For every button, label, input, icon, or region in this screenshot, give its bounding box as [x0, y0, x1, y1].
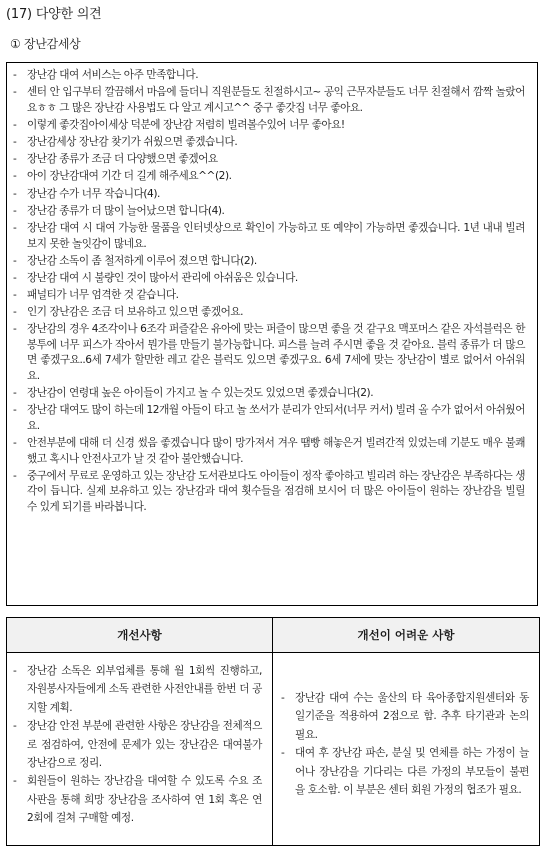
opinion-text: 장난감 대여 서비스는 아주 만족합니다. — [27, 69, 199, 81]
opinion-text: 장난감이 연령대 높은 아이들이 가지고 놀 수 있는것도 있었으면 좋겠습니다(2). — [27, 387, 374, 400]
bullet-marker: - — [281, 692, 285, 704]
opinion-item — [13, 135, 525, 151]
opinion-item — [13, 85, 525, 116]
bullet-marker: - — [13, 86, 17, 99]
opinion-item — [13, 187, 525, 203]
list-item — [13, 772, 262, 827]
difficulties-cell — [273, 653, 540, 846]
opinion-text: 안전부분에 대해 더 신경 썼음 좋겠습니다 많이 망가져서 겨우 땜빵 해놓은거 빌려간적 있었는데 기분도 매우 불쾌했고 혹시나 안전사고가 날 것 같아 불안했습니다. — [27, 437, 525, 465]
opinions-box — [6, 62, 538, 606]
opinion-text: 이렇게 좋갓집아이세상 덕분에 장난감 저렴히 빌려볼수있어 너무 좋아요! — [27, 118, 345, 131]
bullet-marker: - — [13, 254, 17, 267]
improvements-cell — [7, 653, 273, 846]
bullet-marker: - — [13, 170, 17, 183]
opinion-item — [13, 436, 525, 467]
opinion-text: 장난감 종류가 조금 더 다양했으면 좋겠어요 — [27, 153, 218, 166]
improvement-text: 장난감 안전 부분에 관련한 사항은 장난감을 전체적으로 점검하여, 안전에 문제가 있는 장난감은 대여불가 장난감으로 정리. — [27, 720, 262, 770]
opinion-text: 아이 장난감대여 기간 더 길게 해주세요^^(2). — [27, 170, 232, 183]
bullet-marker: - — [13, 118, 17, 131]
improvement-text: 장난감 소독은 외부업체를 통해 월 1회씩 진행하고, 자원봉사자들에게 소독 관련한 사전안내를 한번 더 공지할 계획. — [27, 665, 262, 714]
opinion-text: 중구에서 무료로 운영하고 있는 장난감 도서관보다도 아이들이 정작 좋아하고 빌리려 하는 장난감은 부족하다는 생각이 듭니다. 실제 보유하고 있는 장난감과 대여 횟수들을 점검해 보시어 더 많은 아이들이 원하는 장난감을 빌릴 수 있게 되기를 바라봅니다. — [27, 469, 525, 513]
opinion-text: 장난감 대여 시 대여 가능한 물품을 인터넷상으로 확인이 가능하고 또 예약이 가능하면 좋겠습니다. 1년 내내 빌려보지 못한 놀잇감이 많네요. — [27, 222, 525, 250]
bullet-marker: - — [13, 153, 17, 166]
improvement-text: 회원들이 원하는 장난감을 대여할 수 있도록 수요 조사판을 통해 희망 장난감을 조사하여 연 1회 혹은 연 2회에 걸쳐 구매할 예정. — [27, 775, 262, 825]
opinion-text: 장난감세상 장난감 찾기가 쉬웠으면 좋겠습니다. — [27, 136, 238, 149]
opinion-text: 장난감 수가 너무 작습니다(4). — [27, 187, 160, 200]
difficulty-text: 장난감 대여 수는 울산의 타 육아종합지원센터와 동일기준을 적용하여 2점으로 함. 추후 타기관과 논의 필요. — [295, 692, 529, 741]
bullet-marker: - — [13, 187, 17, 200]
bullet-marker: - — [13, 69, 17, 81]
opinion-item — [13, 322, 525, 384]
opinion-item — [13, 254, 525, 270]
bullet-marker: - — [13, 387, 17, 400]
difficulty-text: 대여 후 장난감 파손, 분실 및 연체를 하는 가정이 늘어나 장난감을 기다리는 다른 가정의 부모들이 불편을 호소함. 이 부분은 센터 회원 가정의 협조가 필요. — [295, 747, 529, 797]
opinion-text: 인기 장난감은 조금 더 보유하고 있으면 좋겠어요. — [27, 306, 244, 319]
bullet-marker: - — [281, 747, 285, 760]
bullet-marker: - — [13, 222, 17, 234]
opinion-item — [13, 169, 525, 185]
bullet-marker: - — [13, 289, 17, 302]
opinion-text: 패널티가 너무 엄격한 것 같습니다. — [27, 289, 179, 302]
opinion-item — [13, 68, 525, 84]
opinion-item — [13, 403, 525, 434]
bullet-marker: - — [13, 404, 17, 417]
header-difficulties: 개선이 어려운 사항 — [273, 618, 540, 653]
opinion-item — [13, 288, 525, 304]
opinion-item — [13, 386, 525, 402]
opinion-text: 장난감 대여도 많이 하는데 12개월 아들이 타고 놀 쏘서가 분리가 안되서(너무 커서) 빌려 올 수가 없어서 아쉬웠어요. — [27, 404, 525, 432]
opinion-item — [13, 469, 525, 516]
bullet-marker: - — [13, 323, 17, 336]
opinion-text: 센터 안 입구부터 깔끔해서 마음에 들더니 직원분들도 친절하시고~ 공익 근무자분들도 너무 친절해서 깜짝 놀랐어요ㅎㅎ 그 많은 장난감 사용법도 다 알고 계시고^^ 중구 좋갓집 너무 좋아요. — [27, 86, 525, 114]
list-item — [13, 662, 262, 717]
table-header-row — [7, 618, 540, 653]
section-title: (17) 다양한 의견 — [6, 7, 102, 22]
opinion-item — [13, 204, 525, 220]
table-row — [7, 653, 540, 846]
opinion-item — [13, 152, 525, 168]
list-item — [13, 717, 262, 772]
list-item — [281, 744, 529, 799]
bullet-marker: - — [13, 469, 17, 482]
improvement-table — [6, 617, 540, 846]
opinion-text: 장난감의 경우 4조각이나 6조각 퍼즐같은 유아에 맞는 퍼즐이 많으면 좋을 것 같구요 맥포머스 같은 자석블럭은 한 봉투에 너무 피스가 작아서 뭔가를 만들기 불가능합니다. 피스를 늘려 주시면 좋을 것 같아요. 블럭 종류가 더 많으면 좋겠구요..6세 7세가 할만한 레고 같은 블럭도 있으면 좋겠구요. 6세 7세에 맞는 장난감이 별로 없어서 아쉬워요. — [27, 323, 525, 382]
bullet-marker: - — [13, 775, 17, 788]
opinion-text: 장난감 종류가 더 많이 늘어났으면 합니다(4). — [27, 204, 225, 217]
opinion-item — [13, 271, 525, 287]
opinion-text: 장난감 대여 시 불량인 것이 많아서 관리에 아쉬움은 있습니다. — [27, 271, 298, 284]
opinion-item — [13, 118, 525, 134]
list-item — [281, 689, 529, 744]
subsection-title: ① 장난감세상 — [10, 37, 81, 51]
header-improvements: 개선사항 — [7, 618, 273, 653]
opinion-item — [13, 305, 525, 321]
bullet-marker: - — [13, 204, 17, 217]
bullet-marker: - — [13, 306, 17, 319]
opinion-text: 장난감 소독이 좀 철저하게 이루어 졌으면 합니다(2). — [27, 254, 257, 267]
bullet-marker: - — [13, 665, 17, 677]
bullet-marker: - — [13, 720, 17, 733]
bullet-marker: - — [13, 136, 17, 149]
bullet-marker: - — [13, 437, 17, 449]
bullet-marker: - — [13, 271, 17, 284]
opinion-item — [13, 221, 525, 252]
